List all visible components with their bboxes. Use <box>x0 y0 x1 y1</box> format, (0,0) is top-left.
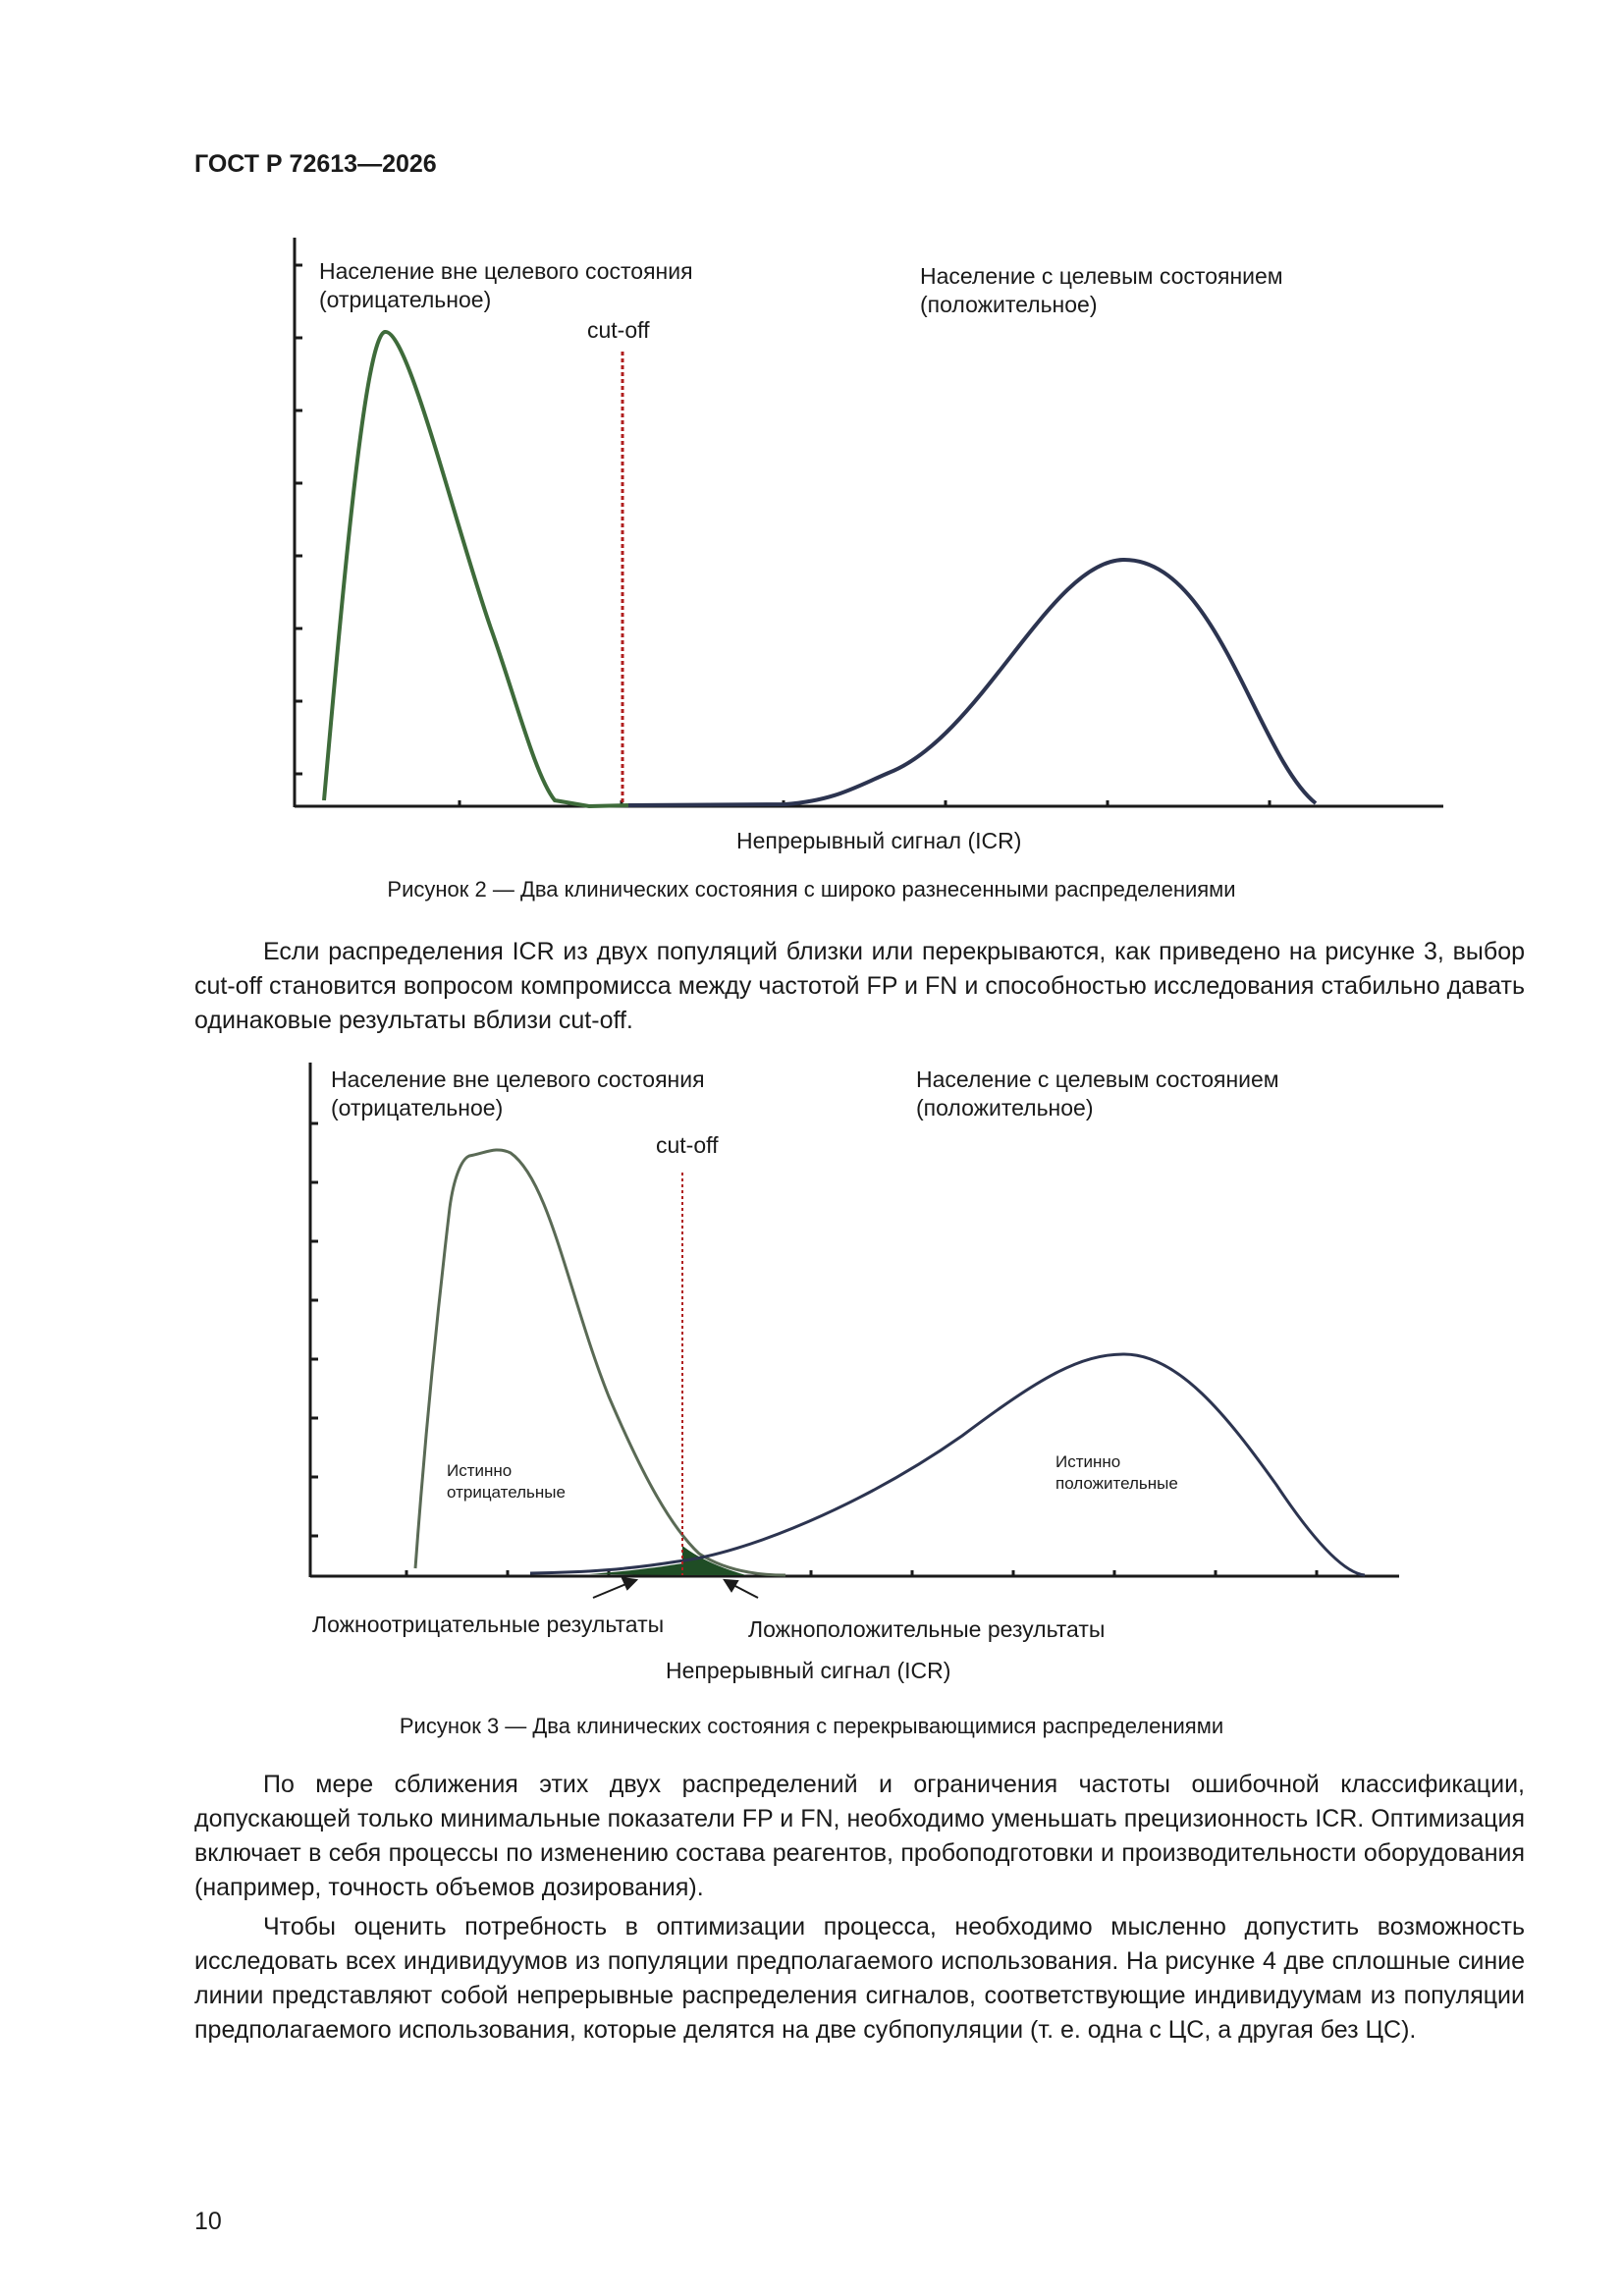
negative-population-curve <box>324 332 628 806</box>
false-positive-label: Ложноположительные результаты <box>748 1616 1106 1642</box>
figure-3-plot <box>0 1063 1623 1691</box>
positive-population-curve <box>628 560 1316 805</box>
paragraph-1: Если распределения ICR из двух популяций близки или перекрываются, как приведено на рисунке 3, выбор cut-off становится вопросом компромисса между частотой FP и FN и способностью исследования стабильно давать одинаковые результаты вблизи cut-off. <box>194 938 1525 1034</box>
negative-population-label: Население вне целевого состояния (отрицательное) <box>319 258 693 312</box>
positive-population-curve <box>530 1354 1365 1575</box>
false-negative-label: Ложноотрицательные результаты <box>312 1612 665 1637</box>
figure-2-caption: Рисунок 2 — Два клинических состояния с широко разнесенными распределениями <box>387 877 1236 902</box>
true-negative-label: Истинно отрицательные <box>447 1461 566 1502</box>
negative-population-curve <box>415 1150 785 1575</box>
false-positive-arrow <box>725 1580 758 1598</box>
paragraph-2: По мере сближения этих двух распределений и ограничения частоты ошибочной классификации, допускающей только минимальные показатели FP и FN, необходимо уменьшать прецизионность ICR. Оптимизация включает в себя процессы по изменению состава реагентов, пробоподготовки и производительности оборудования (например, точность объемов дозирования). <box>194 1771 1525 1901</box>
positive-population-label: Население с целевым состоянием (положительное) <box>920 263 1283 317</box>
positive-population-label: Население с целевым состоянием (положительное) <box>916 1066 1279 1121</box>
figure-3-caption: Рисунок 3 — Два клинических состояния с перекрывающимися распределениями <box>399 1714 1224 1738</box>
figure-2 <box>0 226 1623 913</box>
page-number: 10 <box>194 2208 222 2235</box>
figure-3 <box>0 1063 1623 1691</box>
x-axis-label: Непрерывный сигнал (ICR) <box>736 828 1022 853</box>
cutoff-label: cut-off <box>656 1132 719 1158</box>
true-positive-label: Истинно положительные <box>1055 1452 1178 1493</box>
paragraph-3: Чтобы оценить потребность в оптимизации процесса, необходимо мысленно допустить возможность исследовать всех индивидуумов из популяции предполагаемого использования. На рисунке 4 две сплошные синие линии представляют собой непрерывные распределения сигналов, соответствующие индивидуумам из популяции предполагаемого использования, которые делятся на две субпопуляции (т. е. одна с ЦС, а другая без ЦС). <box>194 1913 1525 2044</box>
false-negative-arrow <box>593 1578 636 1598</box>
x-axis-label: Непрерывный сигнал (ICR) <box>666 1658 951 1683</box>
cutoff-label: cut-off <box>587 317 650 343</box>
negative-population-label: Население вне целевого состояния (отрицательное) <box>331 1066 705 1121</box>
standard-header: ГОСТ Р 72613—2026 <box>194 150 437 178</box>
figure-2-plot <box>0 226 1623 913</box>
